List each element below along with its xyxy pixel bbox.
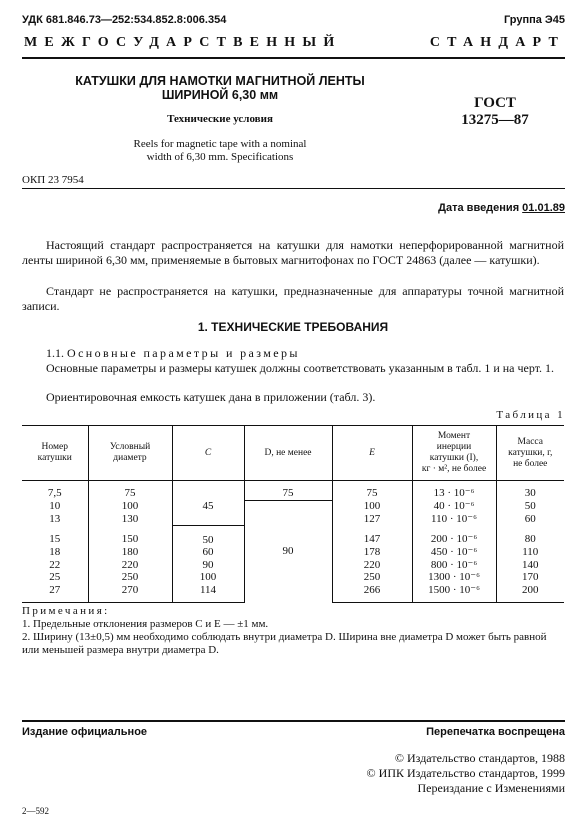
header-mass: Масса катушки, г, не более [496, 426, 564, 481]
title-rule [22, 188, 565, 189]
cell-moment: 1500 · 10⁻⁶ [412, 584, 496, 603]
cell-moment: 1300 · 10⁻⁶ [412, 571, 496, 584]
cell-diameter: 250 [88, 571, 172, 584]
footer-rule [22, 720, 565, 722]
table-row [22, 500, 564, 513]
clause-title: Основные параметры и размеры [67, 346, 300, 360]
clause-number: 1.1. [46, 346, 64, 360]
cell-c: 90 [172, 559, 244, 572]
header-nominal-diameter: Условный диаметр [88, 426, 172, 481]
table-notes [22, 605, 564, 657]
table-header-row [22, 426, 564, 481]
cell-d-merged: 90 [244, 500, 332, 603]
header-moment-of-inertia: Момент инерции катушки (I), кг · м², не более [412, 426, 496, 481]
cell-mass: 110 [496, 546, 564, 559]
cell-number: 7,5 [47, 487, 62, 499]
cell-number: 27 [22, 584, 88, 603]
header-e: E [332, 426, 412, 481]
page-code: 2—592 [22, 806, 49, 816]
title-line-2: ШИРИНОЙ 6,30 мм [161, 88, 279, 102]
cell-number: 25 [49, 571, 61, 583]
header-c: C [172, 426, 244, 481]
note-1: 1. Предельные отклонения размеров C и E — ±1 мм. [22, 618, 269, 630]
cell-diameter: 220 [88, 559, 172, 572]
english-title-line-2: width of 6,30 mm. Specifications [146, 151, 294, 163]
official-edition: Издание официальное [22, 726, 148, 738]
reprint-prohibited: Перепечатка воспрещена [426, 726, 565, 738]
cell-moment: 110 · 10⁻⁶ [412, 513, 496, 526]
cell-c-merged: 45 [172, 481, 244, 526]
copyright-1988: © Издательство стандартов, 1988 [394, 751, 565, 765]
cell-c: 114 [172, 584, 244, 603]
cell-number: 13 [49, 512, 61, 525]
document-title [40, 74, 400, 102]
cell-diameter: 180 [88, 546, 172, 559]
paragraph-capacity: Ориентировочная емкость катушек дана в приложении (табл. 3). [46, 390, 376, 404]
document-subtitle: Технические условия [167, 113, 273, 125]
cell-mass: 170 [496, 571, 564, 584]
notes-title: Примечания: [22, 605, 110, 617]
header-d: D, не менее [244, 426, 332, 481]
english-title [90, 138, 350, 164]
intro-date [438, 202, 565, 214]
cell-number: 15 [49, 533, 61, 545]
english-title-line-1: Reels for magnetic tape with a nominal [133, 138, 307, 150]
cell-moment: 13 · 10⁻⁶ [412, 481, 496, 501]
header-reel-number: Номер катушки [22, 426, 88, 481]
cell-e: 100 [332, 500, 412, 513]
cell-c: 100 [172, 571, 244, 584]
cell-e: 147 [332, 525, 412, 546]
note-2: 2. Ширину (13±0,5) мм необходимо соблюдать внутри диаметра D. Ширина вне диаметра D может быть равной или меньшей размера внутри диаметра D. [22, 631, 547, 656]
interstate-label: МЕЖГОСУДАРСТВЕННЫЙ [24, 35, 342, 50]
cell-c: 50 [172, 525, 244, 546]
cell-mass: 80 [496, 525, 564, 546]
cell-moment: 40 · 10⁻⁶ [412, 500, 496, 513]
group-code: Группа Э45 [503, 14, 565, 26]
table-1 [22, 425, 564, 603]
cell-diameter: 130 [88, 513, 172, 526]
cell-e: 250 [332, 571, 412, 584]
cell-mass: 30 [496, 481, 564, 501]
table-row [22, 481, 564, 501]
cell-e: 75 [332, 481, 412, 501]
cell-moment: 800 · 10⁻⁶ [412, 559, 496, 572]
cell-e: 127 [332, 513, 412, 526]
cell-number: 10 [49, 500, 61, 512]
reissue-note: Переиздание с Изменениями [417, 781, 565, 795]
cell-number: 22 [49, 558, 61, 571]
cell-e: 178 [332, 546, 412, 559]
cell-diameter: 100 [88, 500, 172, 513]
intro-date-label: Дата введения [438, 202, 520, 214]
udk-code: УДК 681.846.73—252:534.852.8:006.354 [22, 14, 227, 26]
clause-1-1 [22, 346, 564, 361]
cell-number: 18 [49, 546, 61, 558]
title-line-1: КАТУШКИ ДЛЯ НАМОТКИ МАГНИТНОЙ ЛЕНТЫ [75, 74, 365, 88]
cell-mass: 50 [496, 500, 564, 513]
cell-mass: 200 [496, 584, 564, 603]
cell-moment: 450 · 10⁻⁶ [412, 546, 496, 559]
cell-e: 266 [332, 584, 412, 603]
cell-d: 75 [244, 481, 332, 501]
section-heading: 1. ТЕХНИЧЕСКИЕ ТРЕБОВАНИЯ [197, 320, 389, 334]
cell-diameter: 75 [88, 481, 172, 501]
paragraph-scope: Настоящий стандарт распространяется на катушки для намотки неперфорированной магнитной ленты шириной 6,30 мм, применяемые в бытовых магнитофонах по ГОСТ 24863 (далее — катушки). [22, 238, 564, 267]
cell-diameter: 270 [88, 584, 172, 603]
intro-date-value: 01.01.89 [522, 202, 565, 214]
standard-label: СТАНДАРТ [429, 35, 565, 50]
cell-mass: 60 [496, 513, 564, 526]
paragraph-exclusion: Стандарт не распространяется на катушки, предназначенные для аппаратуры точной магнитной записи. [22, 284, 564, 313]
okp-code: ОКП 23 7954 [22, 174, 84, 186]
cell-mass: 140 [496, 559, 564, 572]
gost-label: ГОСТ [474, 95, 516, 111]
parameters-table [22, 425, 564, 603]
table-label: Таблица 1 [496, 409, 565, 421]
gost-number [430, 95, 560, 129]
cell-c: 60 [172, 546, 244, 559]
copyright-1999: © ИПК Издательство стандартов, 1999 [366, 766, 565, 780]
cell-diameter: 150 [88, 525, 172, 546]
cell-moment: 200 · 10⁻⁶ [412, 525, 496, 546]
paragraph-parameters: Основные параметры и размеры катушек должны соответствовать указанным в табл. 1 и на черт. 1. [46, 361, 555, 375]
cell-e: 220 [332, 559, 412, 572]
gost-code: 13275—87 [461, 112, 529, 128]
header-rule [22, 57, 565, 59]
